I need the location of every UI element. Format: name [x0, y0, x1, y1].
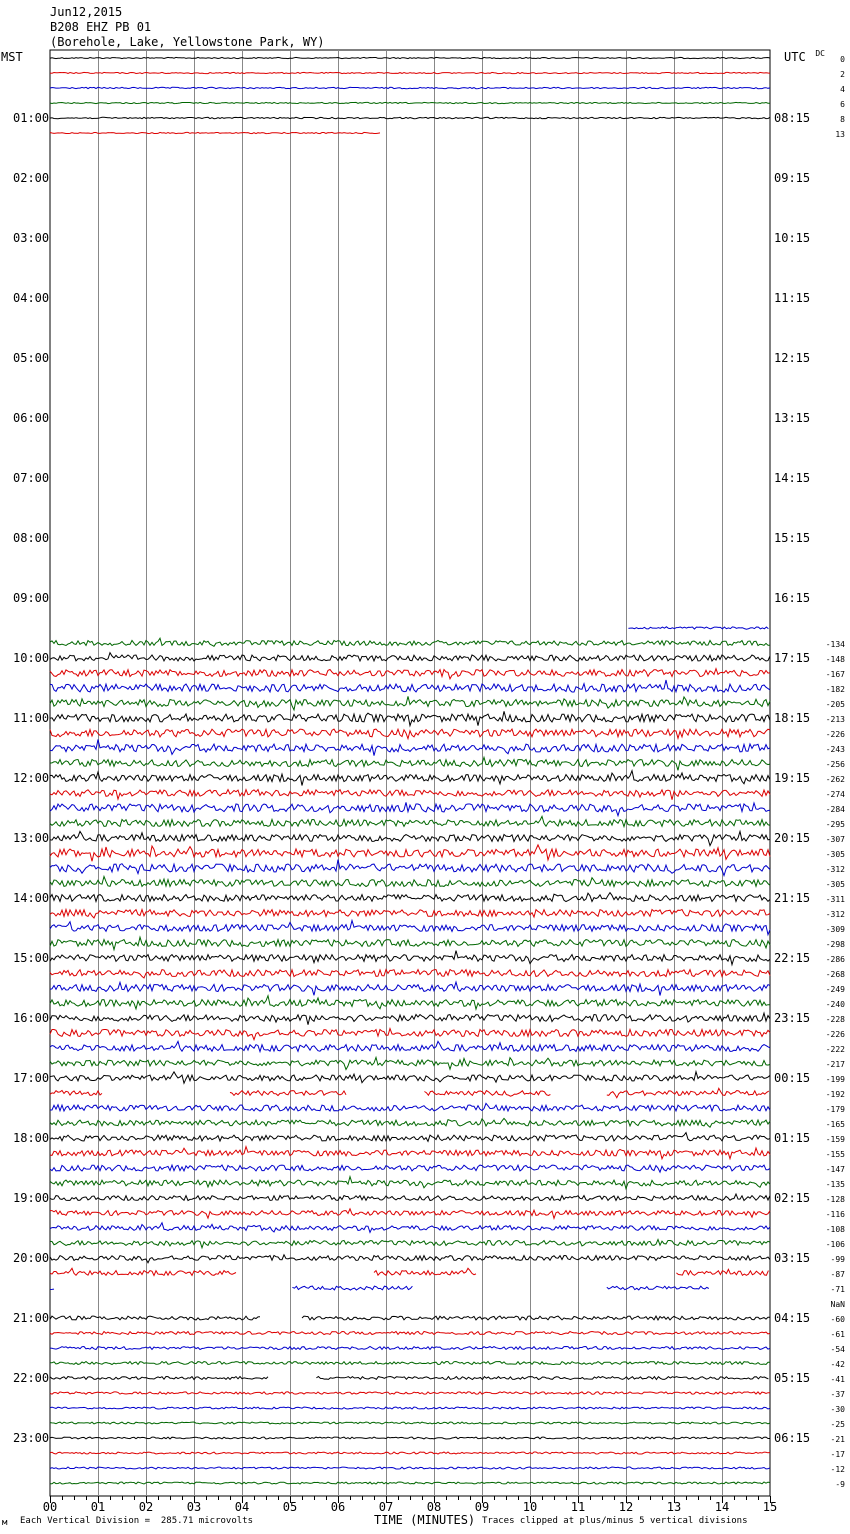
dc-offset-label: -274 [825, 790, 845, 799]
dc-offset-label: 2 [840, 70, 845, 79]
mst-hour-label: 04:00 [13, 291, 50, 305]
utc-hour-label: 22:15 [774, 951, 811, 965]
trace-row-56-segment-0 [50, 893, 770, 902]
x-tick-label: 05 [282, 1500, 298, 1514]
trace-row-69-segment-2 [424, 1091, 550, 1097]
dc-offset-label: 0 [840, 55, 845, 64]
trace-row-55-segment-0 [50, 877, 770, 887]
dc-offset-label: -87 [830, 1270, 845, 1279]
trace-row-1-segment-0 [50, 72, 770, 73]
mst-hour-label: 16:00 [13, 1011, 50, 1025]
trace-row-65-segment-0 [50, 1029, 770, 1040]
x-tick-label: 07 [378, 1500, 394, 1514]
trace-row-52-segment-0 [50, 831, 770, 845]
trace-row-78-segment-0 [50, 1223, 770, 1233]
utc-hour-label: 03:15 [774, 1251, 811, 1265]
trace-row-71-segment-0 [50, 1118, 770, 1127]
utc-hour-label: 11:15 [774, 291, 811, 305]
mst-hour-label: 20:00 [13, 1251, 50, 1265]
clip-note: Traces clipped at plus/minus 5 vertical divisions [482, 1516, 748, 1526]
mst-hour-label: 08:00 [13, 531, 50, 545]
trace-row-84-segment-0 [50, 1316, 260, 1320]
mst-axis-label: MST [1, 50, 23, 64]
dc-offset-label: -213 [825, 715, 845, 724]
dc-offset-label: -17 [830, 1450, 845, 1459]
dc-offset-label: -256 [825, 760, 845, 769]
trace-row-40-segment-0 [50, 653, 770, 661]
trace-row-82-segment-1 [292, 1286, 412, 1290]
trace-row-49-segment-0 [50, 790, 770, 800]
trace-row-50-segment-0 [50, 802, 770, 815]
x-tick-label: 06 [330, 1500, 346, 1514]
x-tick-label: 10 [522, 1500, 538, 1514]
dc-offset-label: -108 [825, 1225, 845, 1234]
x-tick-label: 02 [138, 1500, 154, 1514]
mst-hour-label: 06:00 [13, 411, 50, 425]
mst-hour-label: 02:00 [13, 171, 50, 185]
trace-row-86-segment-0 [50, 1347, 770, 1350]
dc-offset-label: -179 [825, 1105, 845, 1114]
mst-hour-label: 12:00 [13, 771, 50, 785]
plot-frame [50, 50, 770, 1496]
dc-offset-label: -192 [825, 1090, 845, 1099]
dc-offset-label: -243 [825, 745, 845, 754]
mst-hour-label: 10:00 [13, 651, 50, 665]
trace-row-64-segment-0 [50, 1013, 770, 1025]
dc-offset-label: -159 [825, 1135, 845, 1144]
utc-hour-label: 17:15 [774, 651, 811, 665]
trace-row-81-segment-1 [374, 1268, 476, 1275]
utc-hour-label: 10:15 [774, 231, 811, 245]
trace-row-43-segment-0 [50, 696, 770, 710]
trace-row-45-segment-0 [50, 729, 770, 739]
dc-offset-label: -21 [830, 1435, 845, 1444]
trace-row-38-segment-0 [628, 627, 768, 629]
utc-hour-label: 23:15 [774, 1011, 811, 1025]
dc-offset-label: -228 [825, 1015, 845, 1024]
record-date: Jun12,2015 [50, 5, 123, 19]
trace-row-58-segment-0 [50, 921, 770, 935]
x-axis-title: TIME (MINUTES) [374, 1513, 476, 1527]
dc-offset-label: -312 [825, 865, 845, 874]
dc-offset-label: 13 [835, 130, 845, 139]
dc-offset-label: -305 [825, 880, 845, 889]
trace-row-60-segment-0 [50, 951, 770, 965]
trace-row-69-segment-0 [50, 1091, 102, 1096]
dc-offset-label: -135 [825, 1180, 845, 1189]
mst-hour-label: 19:00 [13, 1191, 50, 1205]
utc-hour-label: 13:15 [774, 411, 811, 425]
dc-offset-label: -9 [835, 1480, 845, 1489]
dc-offset-label: -182 [825, 685, 845, 694]
dc-offset-label: -116 [825, 1210, 845, 1219]
dc-offset-label: -155 [825, 1150, 845, 1159]
dc-offset-label: -249 [825, 985, 845, 994]
mst-hour-label: 15:00 [13, 951, 50, 965]
trace-row-51-segment-0 [50, 816, 770, 826]
trace-row-44-segment-0 [50, 711, 770, 725]
dc-offset-label: NaN [830, 1300, 845, 1309]
trace-row-39-segment-0 [50, 638, 770, 646]
mst-hour-label: 13:00 [13, 831, 50, 845]
trace-row-67-segment-0 [50, 1057, 770, 1069]
mst-hour-label: 23:00 [13, 1431, 50, 1445]
trace-row-87-segment-0 [50, 1362, 770, 1365]
dc-offset-label: -217 [825, 1060, 845, 1069]
utc-hour-label: 09:15 [774, 171, 811, 185]
mst-hour-label: 11:00 [13, 711, 50, 725]
x-tick-label: 15 [762, 1500, 778, 1514]
trace-row-41-segment-0 [50, 669, 770, 679]
x-tick-label: 09 [474, 1500, 490, 1514]
trace-row-5-segment-0 [50, 132, 380, 133]
dc-offset-label: -309 [825, 925, 845, 934]
x-tick-label: 00 [42, 1500, 58, 1514]
x-tick-label: 01 [90, 1500, 106, 1514]
trace-row-70-segment-0 [50, 1103, 770, 1111]
utc-axis-label: UTC [784, 50, 806, 64]
x-tick-label: 03 [186, 1500, 202, 1514]
dc-offset-label: -240 [825, 1000, 845, 1009]
trace-row-75-segment-0 [50, 1177, 770, 1189]
x-tick-label: 14 [714, 1500, 730, 1514]
trace-row-92-segment-0 [50, 1437, 770, 1439]
trace-row-57-segment-0 [50, 910, 770, 919]
dc-offset-label: -106 [825, 1240, 845, 1249]
dc-offset-label: -148 [825, 655, 845, 664]
trace-row-2-segment-0 [50, 87, 770, 88]
dc-offset-label: -12 [830, 1465, 845, 1474]
trace-row-69-segment-1 [230, 1091, 346, 1096]
trace-row-73-segment-0 [50, 1147, 770, 1159]
mst-hour-label: 22:00 [13, 1371, 50, 1385]
dc-offset-label: -222 [825, 1045, 845, 1054]
dc-offset-label: -41 [830, 1375, 845, 1384]
utc-hour-label: 05:15 [774, 1371, 811, 1385]
trace-row-53-segment-0 [50, 845, 770, 861]
utc-hour-label: 18:15 [774, 711, 811, 725]
dc-offset-label: -305 [825, 850, 845, 859]
trace-row-89-segment-0 [50, 1392, 770, 1394]
x-tick-label: 04 [234, 1500, 250, 1514]
trace-row-76-segment-0 [50, 1194, 770, 1201]
dc-offset-label: -71 [830, 1285, 845, 1294]
dc-offset-label: -167 [825, 670, 845, 679]
dc-offset-label: -60 [830, 1315, 845, 1324]
dc-offset-label: -134 [825, 640, 845, 649]
dc-offset-label: -312 [825, 910, 845, 919]
utc-hour-label: 00:15 [774, 1071, 811, 1085]
trace-row-77-segment-0 [50, 1209, 770, 1219]
trace-row-91-segment-0 [50, 1422, 770, 1424]
utc-hour-label: 20:15 [774, 831, 811, 845]
utc-hour-label: 21:15 [774, 891, 811, 905]
dc-offset-label: 8 [840, 115, 845, 124]
utc-hour-label: 08:15 [774, 111, 811, 125]
trace-row-68-segment-0 [50, 1072, 770, 1084]
trace-row-81-segment-0 [50, 1268, 236, 1275]
dc-offset-label: -25 [830, 1420, 845, 1429]
trace-row-84-segment-1 [302, 1316, 770, 1320]
trace-row-0-segment-0 [50, 57, 770, 58]
trace-row-48-segment-0 [50, 771, 770, 786]
dc-label: DC [815, 49, 825, 58]
trace-row-62-segment-0 [50, 982, 770, 995]
vertical-division-note: Each Vertical Division = 285.71 microvolts [20, 1516, 253, 1526]
trace-row-90-segment-0 [50, 1407, 770, 1409]
trace-row-88-segment-0 [50, 1377, 268, 1380]
dc-offset-label: -199 [825, 1075, 845, 1084]
utc-hour-label: 19:15 [774, 771, 811, 785]
trace-row-3-segment-0 [50, 102, 770, 103]
utc-hour-label: 15:15 [774, 531, 811, 545]
mst-hour-label: 21:00 [13, 1311, 50, 1325]
dc-offset-label: -99 [830, 1255, 845, 1264]
x-tick-label: 12 [618, 1500, 634, 1514]
mst-hour-label: 01:00 [13, 111, 50, 125]
trace-row-72-segment-0 [50, 1133, 770, 1142]
mst-hour-label: 18:00 [13, 1131, 50, 1145]
trace-row-47-segment-0 [50, 757, 770, 770]
x-tick-label: 11 [570, 1500, 586, 1514]
utc-hour-label: 14:15 [774, 471, 811, 485]
trace-row-42-segment-0 [50, 680, 770, 692]
mst-hour-label: 09:00 [13, 591, 50, 605]
dc-offset-label: -298 [825, 940, 845, 949]
station-code: B208 EHZ PB 01 [50, 20, 152, 34]
utc-hour-label: 06:15 [774, 1431, 811, 1445]
utc-hour-label: 16:15 [774, 591, 811, 605]
trace-row-80-segment-0 [50, 1255, 770, 1263]
trace-row-69-segment-3 [607, 1088, 769, 1097]
corner-mark: м [2, 1518, 8, 1528]
trace-row-66-segment-0 [50, 1041, 770, 1051]
trace-row-63-segment-0 [50, 996, 770, 1010]
dc-offset-label: -37 [830, 1390, 845, 1399]
dc-offset-label: 6 [840, 100, 845, 109]
dc-offset-label: -262 [825, 775, 845, 784]
dc-offset-label: -54 [830, 1345, 845, 1354]
dc-offset-label: -311 [825, 895, 845, 904]
dc-offset-label: -165 [825, 1120, 845, 1129]
dc-offset-label: -61 [830, 1330, 845, 1339]
trace-row-94-segment-0 [50, 1467, 770, 1469]
utc-hour-label: 02:15 [774, 1191, 811, 1205]
station-location: (Borehole, Lake, Yellowstone Park, WY) [50, 35, 325, 49]
trace-row-46-segment-0 [50, 740, 770, 756]
trace-row-54-segment-0 [50, 860, 770, 876]
mst-hour-label: 17:00 [13, 1071, 50, 1085]
trace-row-4-segment-0 [50, 117, 770, 118]
dc-offset-label: -286 [825, 955, 845, 964]
dc-offset-label: -42 [830, 1360, 845, 1369]
dc-offset-label: -284 [825, 805, 845, 814]
mst-hour-label: 03:00 [13, 231, 50, 245]
dc-offset-label: -268 [825, 970, 845, 979]
trace-row-59-segment-0 [50, 937, 770, 950]
x-tick-label: 08 [426, 1500, 442, 1514]
trace-row-61-segment-0 [50, 970, 770, 979]
trace-row-82-segment-2 [607, 1286, 709, 1290]
trace-row-85-segment-0 [50, 1332, 770, 1335]
dc-offset-label: 4 [840, 85, 845, 94]
utc-hour-label: 04:15 [774, 1311, 811, 1325]
mst-hour-label: 07:00 [13, 471, 50, 485]
utc-hour-label: 12:15 [774, 351, 811, 365]
dc-offset-label: -226 [825, 1030, 845, 1039]
x-tick-label: 13 [666, 1500, 682, 1514]
dc-offset-label: -30 [830, 1405, 845, 1414]
trace-row-93-segment-0 [50, 1452, 770, 1454]
trace-row-88-segment-1 [316, 1377, 768, 1380]
trace-row-79-segment-0 [50, 1240, 770, 1248]
dc-offset-label: -226 [825, 730, 845, 739]
dc-offset-label: -128 [825, 1195, 845, 1204]
dc-offset-label: -205 [825, 700, 845, 709]
trace-row-95-segment-0 [50, 1482, 770, 1484]
trace-row-74-segment-0 [50, 1165, 770, 1172]
dc-offset-label: -147 [825, 1165, 845, 1174]
mst-hour-label: 14:00 [13, 891, 50, 905]
utc-hour-label: 01:15 [774, 1131, 811, 1145]
dc-offset-label: -307 [825, 835, 845, 844]
dc-offset-label: -295 [825, 820, 845, 829]
mst-hour-label: 05:00 [13, 351, 50, 365]
